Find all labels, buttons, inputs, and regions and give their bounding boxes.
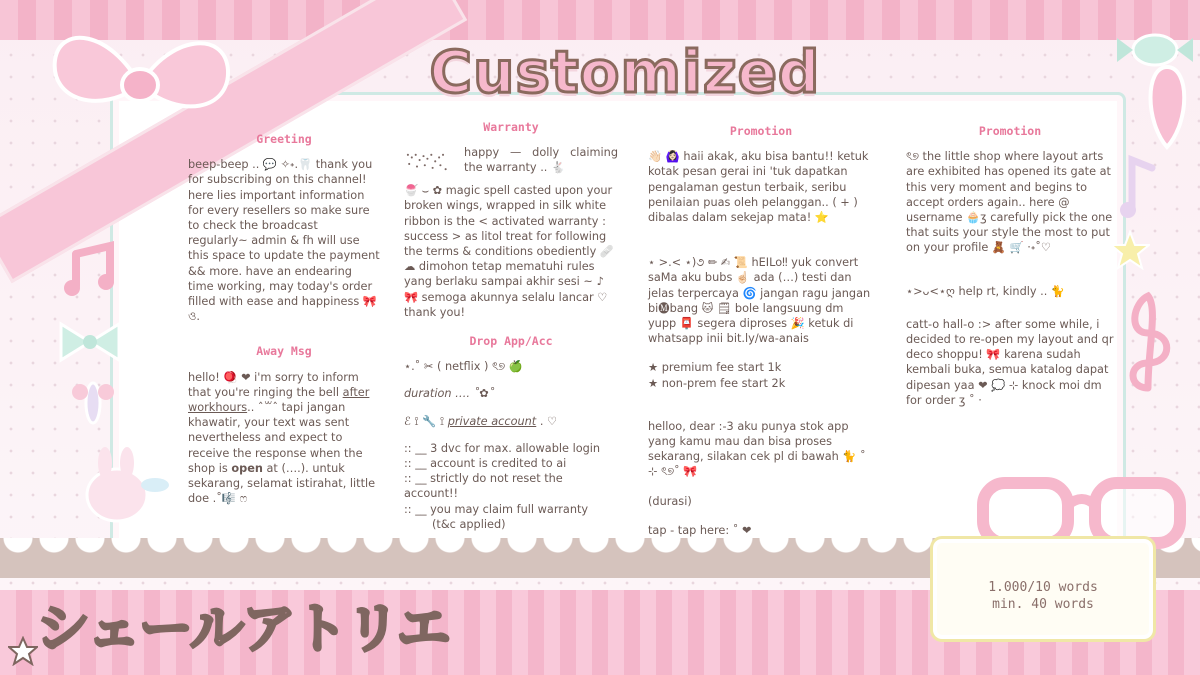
column-warranty [404, 120, 618, 532]
promo-id-p5: (durasi) [648, 494, 692, 508]
brand-title-japanese: シェールアトリエ [36, 597, 449, 660]
hairclip-icon [1140, 62, 1195, 152]
butterfly-icon [68, 378, 118, 428]
drop-rule: :: __ account is credited to ai [404, 457, 567, 471]
drop-rule: :: __ strictly do not reset the account!! [404, 472, 563, 501]
drop-rule: (t&c applied) [432, 517, 506, 531]
bunny-icon [75, 445, 170, 525]
treble-clef-icon [1118, 288, 1178, 398]
star-icon [8, 636, 38, 666]
drop-line2: duration …. ˚✿˚ [404, 387, 495, 401]
promotion-heading: Promotion [729, 124, 793, 138]
word-count [933, 579, 1153, 613]
promo-id-p2: ⋆ >.< ⋆)૭ ✏ ✍ 📜 hEILo‼ yuk convert saMa aku bubs ☝🏻 ada (…) testi dan jelas terpercaya 🌀 jangan ragu jangan bi🅜bang 🐱 🗒 bole langsuung dm yupp 📮 segera diproses 🎉 ketuk di whatsapp inii bit.ly/wa-anais [648, 256, 871, 346]
away-text-part2: .. ˆ꒳ˆ tapi jangan khawatir, your text was sent nevertheless and expect to receive the response when the shop is [188, 401, 363, 475]
away-text-part1: hello! 🪀 ❤ i'm sorry to inform that you're ringing the bell [188, 370, 359, 399]
away-heading: Away Msg [256, 344, 312, 359]
word-count-line1: 1.000/10 words [988, 580, 1098, 595]
word-count-line2: min. 40 words [992, 597, 1094, 612]
drop-line3 [404, 414, 618, 429]
drop-line1: ⋆.˚ ✂ ( netflix ) ৎ୭ 🍏 [404, 360, 523, 374]
greeting-heading: Greeting [256, 132, 312, 146]
drop-rule: :: __ you may claim full warranty [404, 502, 589, 516]
away-underline: after workhours [188, 385, 370, 415]
promo-id-p3b: ★ non-prem fee start 2k [648, 376, 786, 390]
promo-id-p4: helloo, dear :-3 aku punya stok app yang kamu mau dan bisa proses sekarang, silakan cek pl di bawah 🐈 ˚ ⊹ ৎ୭˚ 🎀 [648, 419, 866, 479]
music-note-icon-right [1118, 150, 1158, 220]
drop-line3-prefix: ℰ ⟟ 🔧 ⟟ [404, 414, 448, 428]
bow-icon [40, 20, 240, 150]
greeting-text: beep-beep .. 💬 ✧˖.🦷 thank you for subscribing on this channel! here lies important information for every resellers so make sure to check the broadcast regularly~ admin & fh will use this space to update the payment && more. have an endearing time working, may today's order filled with ease and happiness 🎀 ও. [188, 158, 380, 324]
drop-line3-suffix: . ♡ [536, 414, 558, 428]
promo-id-p1: 👋🏻 🙆🏻‍♀️ haii akak, aku bisa bantu!! ketuk kotak pesan gerai ini 'tuk dapatkan pengalaman gestun terbaik, seribu penilaian puas oleh pelanggan.. ( + ) dibalas dalam sekejap mata! ⭐ [648, 150, 869, 225]
speech-bubble-icon [930, 536, 1156, 642]
drop-rules [404, 441, 618, 532]
away-bold: open [231, 461, 263, 475]
warranty-text: 🍧 ⌣ ✿ magic spell casted upon your broken wings, wrapped in silk white ribbon is the < activated warranty : success > as litol treat for following the terms & conditions obediently 🩹 ☁ dimohon tetap mematuhi rules yang berlaku sampai akhir sesi ~ ♪ 🎀 semoga akunnya selalu lancar ♡ thank you! [404, 184, 614, 319]
promo-id-p3a: ★ premium fee start 1k [648, 361, 782, 375]
promo-en-p3: catt-o hall-o :> after some while, i decided to re-open my layout and qr deco shoppu! 🎀 karena sudah kembali buka, semua katalog dapat dipesan yaa ❤ 💭 ⊹ knock moi dm for order ʒ ˚ · [906, 317, 1114, 407]
star-icon [1110, 230, 1150, 270]
promotion-heading: Promotion [978, 124, 1042, 138]
braille-art-icon [404, 145, 456, 179]
warranty-heading: Warranty [483, 120, 539, 134]
warranty-intro: happy — dolly claiming the warranty .. 🐇 [464, 146, 618, 175]
column-greeting [188, 132, 380, 506]
promo-en-p2: ⋆>ᴗ<⋆ღ help rt, kindly .. 🐈 [906, 284, 1065, 298]
music-note-icon [62, 240, 120, 300]
page-title: Customized [429, 38, 821, 106]
warranty-intro-row [404, 145, 618, 179]
promo-en-p1: ৎ୭ the little shop where layout arts are exhibited has opened its gate at this very moment and begins to accept orders again.. here @ username 🧁ʒ carefully pick the one that suits your style the most to put on your profile 🧸 🛒 ·˖˚♡ [906, 150, 1113, 255]
away-text [188, 370, 380, 507]
away-text-part3: at (….). untuk sekarang, selamat istirahat, little doe .˚🎼 ෆ [188, 461, 376, 506]
drop-rule: :: __ 3 dvc for max. allowable login [404, 441, 601, 455]
private-account-text: private account [447, 414, 537, 428]
column-promotion-id [648, 124, 874, 553]
promo-id-p6a: tap - tap here: ˚ ❤ [648, 523, 752, 537]
drop-heading: Drop App/Acc [469, 334, 553, 349]
column-promotion-en [906, 124, 1114, 408]
mint-bow-icon [55, 318, 125, 366]
